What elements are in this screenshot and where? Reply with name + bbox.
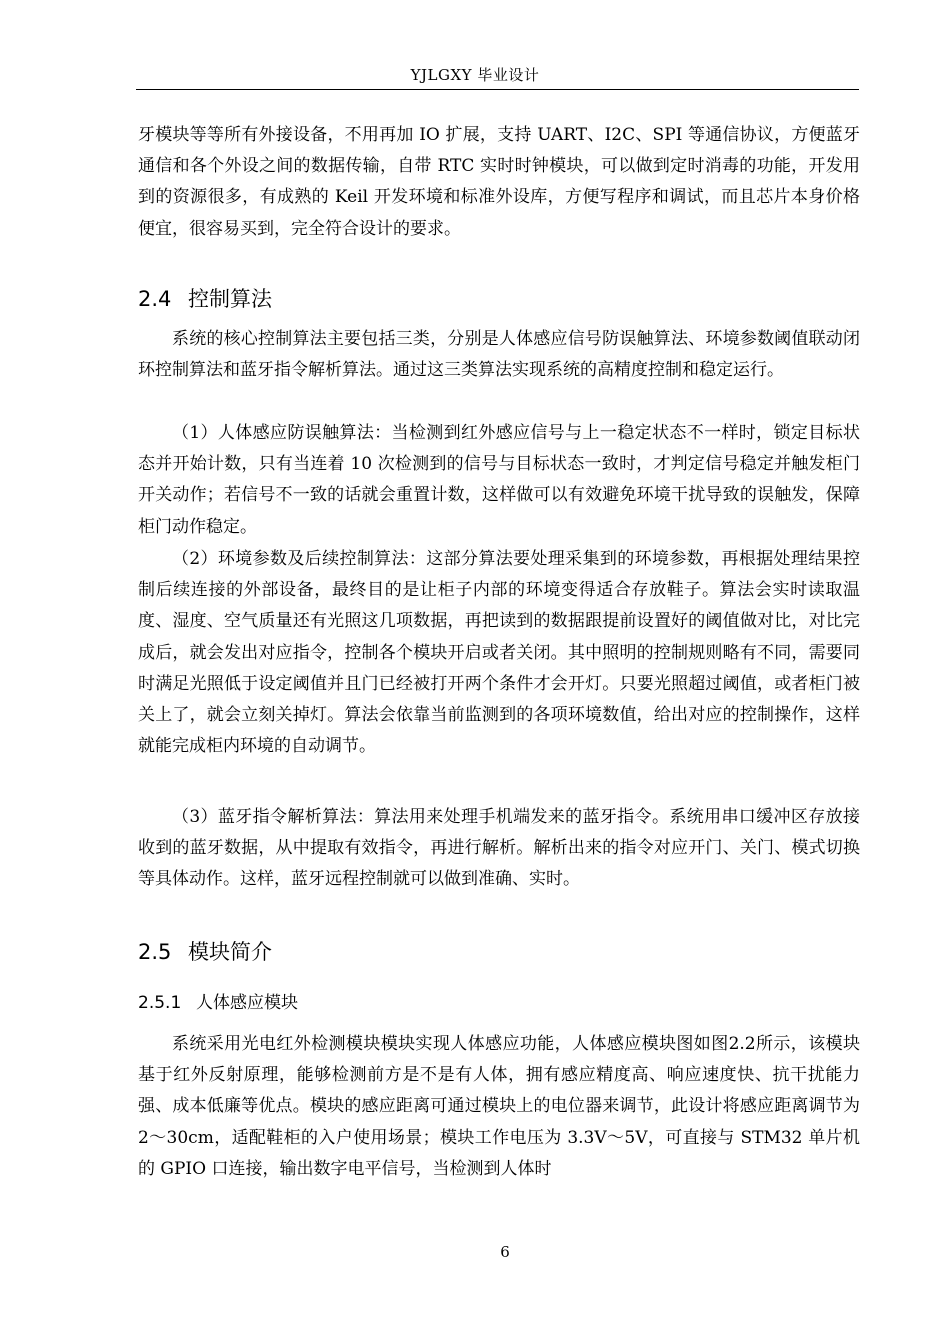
section-number: 2.4 xyxy=(138,287,172,311)
section-number: 2.5 xyxy=(138,940,172,964)
page-number: 6 xyxy=(500,1243,510,1261)
paragraph-intro-continuation: 牙模块等等所有外接设备，不用再加 IO 扩展，支持 UART、I2C、SPI 等通信协议，方便蓝牙通信和各个外设之间的数据传输，自带 RTC 实时时钟模块，可以做到定时消毒的功能，开发用到的资源很多，有成熟的 Keil 开发环境和标准外设库，方便写程序和调试，而且芯片本身价格便宜，很容易买到，完全符合设计的要求。 xyxy=(138,125,860,239)
section-heading-2-4 xyxy=(138,286,272,312)
header-divider xyxy=(136,89,859,90)
subsection-heading-2-5-1 xyxy=(138,992,298,1014)
paragraph-algorithm-3: （3）蓝牙指令解析算法：算法用来处理手机端发来的蓝牙指令。系统用串口缓冲区存放接收到的蓝牙数据，从中提取有效指令，再进行解析。解析出来的指令对应开门、关门、模式切换等具体动作。这样，蓝牙远程控制就可以做到准确、实时。 xyxy=(138,807,860,890)
paragraph-algorithm-overview: 系统的核心控制算法主要包括三类，分别是人体感应信号防误触算法、环境参数阈值联动闭环控制算法和蓝牙指令解析算法。通过这三类算法实现系统的高精度控制和稳定运行。 xyxy=(138,329,860,381)
section-heading-2-5 xyxy=(138,939,272,965)
subsection-number: 2.5.1 xyxy=(138,993,182,1013)
paragraph-algorithm-2: （2）环境参数及后续控制算法：这部分算法要处理采集到的环境参数，再根据处理结果控制后续连接的外部设备，最终目的是让柜子内部的环境变得适合存放鞋子。算法会实时读取温度、湿度、空气质量还有光照这几项数据，再把读到的数据跟提前设置好的阈值做对比，对比完成后，就会发出对应指令，控制各个模块开启或者关闭。其中照明的控制规则略有不同，需要同时满足光照低于设定阈值并且门已经被打开两个条件才会开灯。只要光照超过阈值，或者柜门被关上了，就会立刻关掉灯。算法会依靠当前监测到的各项环境数值，给出对应的控制操作，这样就能完成柜内环境的自动调节。 xyxy=(138,549,860,757)
paragraph-algorithm-1: （1）人体感应防误触算法：当检测到红外感应信号与上一稳定状态不一样时，锁定目标状态并开始计数，只有当连着 10 次检测到的信号与目标状态一致时，才判定信号稳定并触发柜门开关动作；若信号不一致的话就会重置计数，这样做可以有效避免环境干扰导致的误触发，保障柜门动作稳定。 xyxy=(138,423,860,537)
section-title: 模块简介 xyxy=(188,940,272,964)
paragraph-human-sensing-module: 系统采用光电红外检测模块模块实现人体感应功能，人体感应模块图如图2.2所示，该模块基于红外反射原理，能够检测前方是不是有人体，拥有感应精度高、响应速度快、抗干扰能力强、成本低廉等优点。模块的感应距离可通过模块上的电位器来调节，此设计将感应距离调节为 2～30cm，适配鞋柜的入户使用场景；模块工作电压为 3.3V～5V，可直接与 STM32 单片机的 GPIO 口连接，输出数字电平信号，当检测到人体时 xyxy=(138,1034,860,1179)
section-title: 控制算法 xyxy=(188,287,272,311)
page-header: YJLGXY 毕业设计 xyxy=(410,66,540,84)
subsection-title: 人体感应模块 xyxy=(196,993,298,1013)
